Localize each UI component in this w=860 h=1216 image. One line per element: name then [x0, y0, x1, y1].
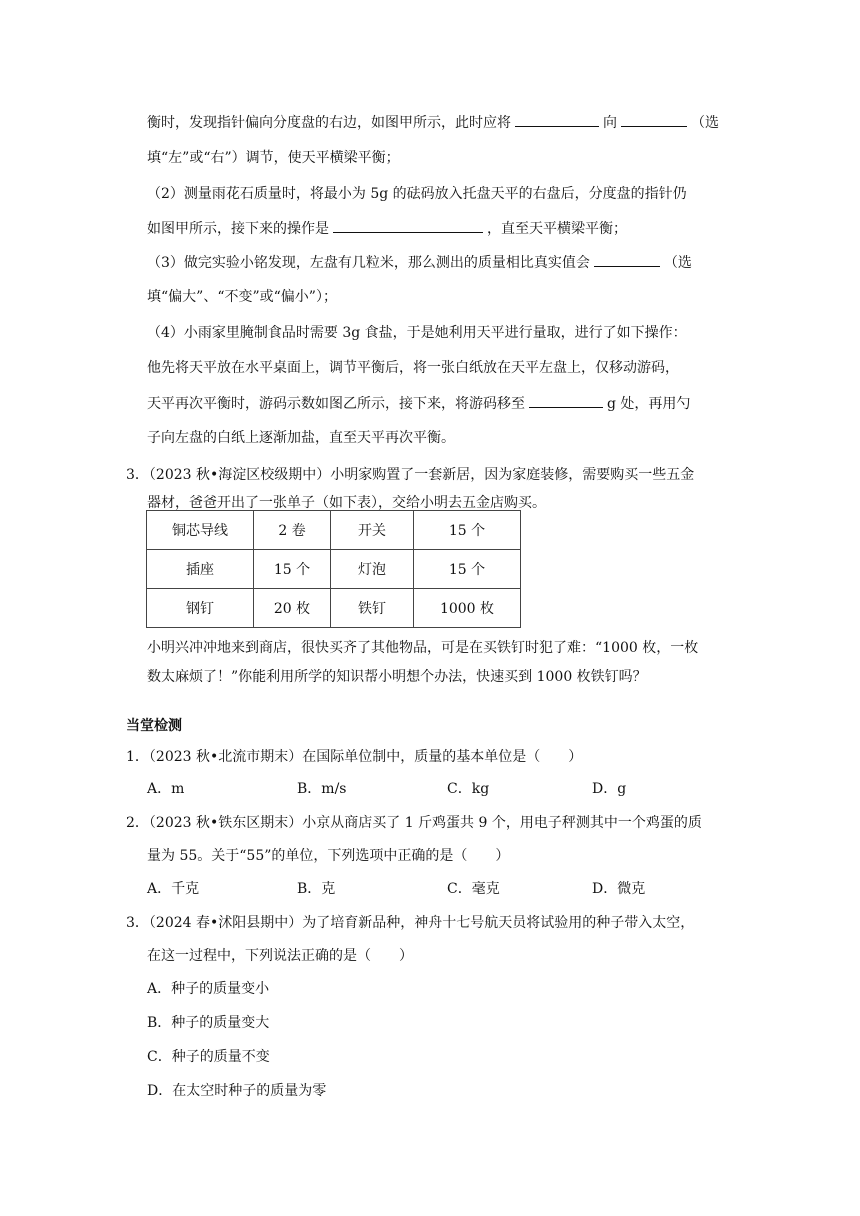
- option-a[interactable]: A．m: [147, 781, 185, 797]
- question-line: 1．（2023 秋•北流市期末）在国际单位制中，质量的基本单位是（ ）: [126, 749, 583, 765]
- question-line: 小明兴冲冲地来到商店，很快买齐了其他物品，可是在买铁钉时犯了难：“1000 枚，一枚: [147, 640, 699, 656]
- option-d[interactable]: D．在太空时种子的质量为零: [147, 1083, 327, 1099]
- question-line: 他先将天平放在水平桌面上，调节平衡后，将一张白纸放在天平左盘上，仅移动游码，: [147, 360, 679, 376]
- question-line: [147, 218, 627, 239]
- answer-blank[interactable]: [333, 218, 483, 233]
- question-line: 器材，爸爸开出了一张单子（如下表），交给小明去五金店购买。: [147, 495, 546, 511]
- table-cell: 2 卷: [254, 511, 331, 550]
- text: （3）做完实验小铭发现，左盘有几粒米，那么测出的质量相比真实值会: [147, 255, 590, 271]
- option-d[interactable]: D．微克: [592, 881, 646, 897]
- answer-blank[interactable]: [515, 112, 599, 127]
- text: g 处，再用勺: [607, 396, 691, 412]
- table-cell: 钢钉: [147, 589, 254, 628]
- table-cell: 灯泡: [331, 550, 414, 589]
- question-line: 量为 55。关于“55”的单位，下列选项中正确的是（ ）: [147, 848, 510, 864]
- option-c[interactable]: C．种子的质量不变: [147, 1049, 270, 1065]
- question-line: 填“偏大”、“不变”或“偏小”）；: [147, 289, 337, 305]
- question-line: [147, 112, 719, 133]
- table-row: [147, 550, 521, 589]
- question-line: 3．（2023 秋•海淀区校级期中）小明家购置了一套新居，因为家庭装修，需要购买一些五金: [126, 467, 695, 483]
- question-line: 填“左”或“右”）调节，使天平横梁平衡；: [147, 150, 400, 166]
- option-a[interactable]: A．种子的质量变小: [147, 981, 270, 997]
- question-line: 数太麻烦了！”你能利用所学的知识帮小明想个办法，快速买到 1000 枚铁钉吗？: [147, 669, 647, 685]
- table-cell: 开关: [331, 511, 414, 550]
- option-c[interactable]: C．kg: [447, 781, 490, 797]
- text: （选: [663, 255, 692, 271]
- table-row: [147, 511, 521, 550]
- option-a[interactable]: A．千克: [147, 881, 200, 897]
- table-cell: 15 个: [254, 550, 331, 589]
- table-cell: 15 个: [414, 511, 521, 550]
- text: ，直至天平横梁平衡；: [487, 221, 627, 237]
- text: 向: [603, 115, 617, 131]
- table-cell: 铁钉: [331, 589, 414, 628]
- option-d[interactable]: D．g: [592, 781, 627, 797]
- answer-blank[interactable]: [594, 252, 660, 267]
- question-line: [147, 252, 692, 273]
- table-row: [147, 589, 521, 628]
- question-line: （4）小雨家里腌制食品时需要 3g 食盐，于是她利用天平进行量取，进行了如下操作：: [147, 325, 687, 341]
- text: （选: [691, 115, 719, 131]
- question-line: 子向左盘的白纸上逐渐加盐，直至天平再次平衡。: [147, 430, 455, 446]
- table-cell: 1000 枚: [414, 589, 521, 628]
- question-line: 在这一过程中，下列说法正确的是（ ）: [147, 948, 413, 964]
- option-b[interactable]: B．克: [297, 881, 336, 897]
- table-cell: 15 个: [414, 550, 521, 589]
- text: 衡时，发现指针偏向分度盘的右边，如图甲所示，此时应将: [147, 115, 511, 131]
- table-cell: 铜芯导线: [147, 511, 254, 550]
- option-b[interactable]: B．种子的质量变大: [147, 1015, 270, 1031]
- answer-blank[interactable]: [529, 393, 603, 408]
- materials-table: [146, 510, 521, 628]
- text: 天平再次平衡时，游码示数如图乙所示，接下来，将游码移至: [147, 396, 525, 412]
- question-line: 2．（2023 秋•铁东区期末）小京从商店买了 1 斤鸡蛋共 9 个，用电子秤测其中一个鸡蛋的质: [126, 815, 702, 831]
- section-title: 当堂检测: [126, 718, 182, 734]
- question-line: （2）测量雨花石质量时，将最小为 5g 的砝码放入托盘天平的右盘后，分度盘的指针仍: [147, 186, 687, 202]
- text: 如图甲所示，接下来的操作是: [147, 221, 329, 237]
- question-line: 3．（2024 春•沭阳县期中）为了培育新品种，神舟十七号航天员将试验用的种子带入太空，: [126, 915, 695, 931]
- option-b[interactable]: B．m/s: [297, 781, 347, 797]
- option-c[interactable]: C．毫克: [447, 881, 500, 897]
- question-line: [147, 393, 690, 414]
- table-cell: 插座: [147, 550, 254, 589]
- table-cell: 20 枚: [254, 589, 331, 628]
- answer-blank[interactable]: [621, 112, 687, 127]
